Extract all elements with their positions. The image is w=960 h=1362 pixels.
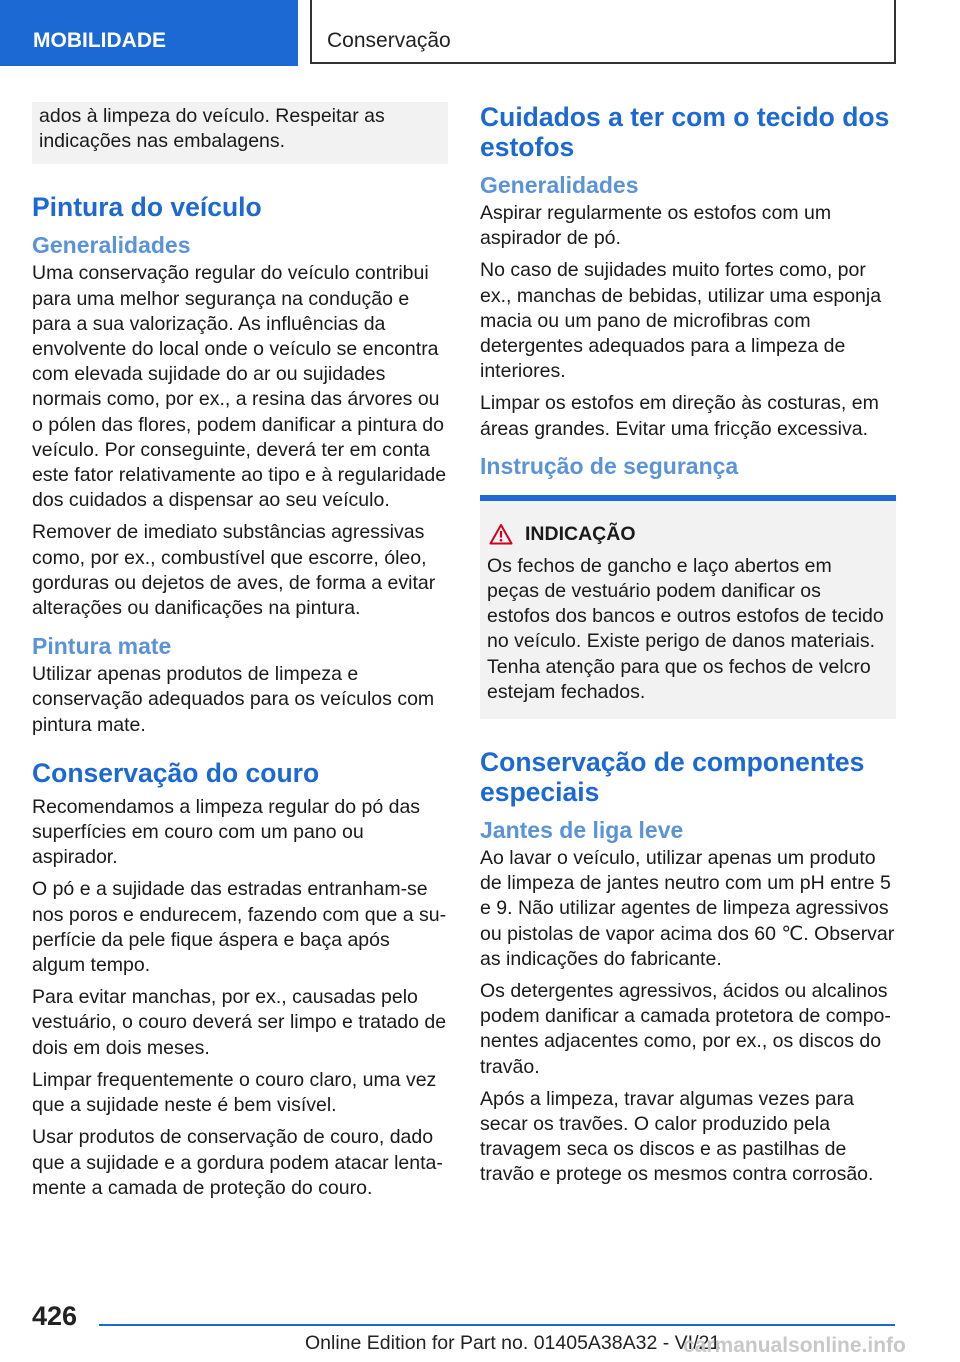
paragraph: Ao lavar o veículo, utilizar apenas um produto de limpeza de jantes neutro com um pH entre 5 e 9. Não utilizar agentes de limpeza agressivos ou pistolas de vapor acima dos 60 ℃. Observar as indicações do fabricante. [480,847,895,970]
paragraph: Recomendamos a limpeza regular do pó das superfícies em couro com um pano ou aspirador. [32,795,421,869]
right-column [480,102,896,1195]
tecido-heading: Cuidados a ter com o tecido dos estofos [480,102,890,162]
paragraph: Limpar frequentemente o couro claro, uma vez que a sujidade neste é bem visível. [32,1068,437,1117]
warning-triangle-icon [489,523,513,545]
paragraph: Limpar os estofos em direção às costuras, em áreas grandes. Evitar uma fricção excessiva. [480,392,879,440]
paragraph: Remover de imediato substâncias agressivas como, por ex., combustível que escorre, óleo, gorduras ou dejetos de aves, de forma a evitar alterações ou danificações na pintura. [32,521,436,620]
watermark: carmanualsonline.info [683,1334,906,1357]
left-column [32,102,448,1208]
pintura-mate-heading: Pintura mate [32,633,172,660]
paragraph: Usar produtos de conservação de couro, dado que a sujidade e a gordura podem atacar lentamente a camada de proteção do couro. [32,1126,443,1199]
paragraph: No caso de sujidades muito fortes como, por ex., manchas de bebidas, utilizar uma esponja macia ou um pano de microfibras com detergentes adequados para a limpeza de interiores. [480,259,882,383]
paragraph: Após a limpeza, travar algumas vezes para secar os travões. O calor produzido pela travagem seca os discos e as pastilhas de travão e protege os mesmos contra corrosão. [480,1087,874,1186]
paragraph: O pó e a sujidade das estradas entranham-se nos poros e endurecem, fazendo com que a superfície da pele fique áspera e baça após algum tempo. [32,878,447,977]
edition-text: Online Edition for Part no. 01405A38A32 - VI/21 [305,1332,721,1354]
continued-note-text: ados à limpeza do veículo. Respeitar as indicações nas embalagens. [39,105,385,153]
footer-rule [99,1324,895,1326]
chapter-title: Conservação [310,0,896,64]
safety-heading: Instrução de segurança [480,452,739,479]
page-header [0,0,960,66]
paragraph: Aspirar regularmente os estofos com um aspirador de pó. [480,202,832,250]
paragraph: Uma conservação regular do veículo contribui para uma melhor segurança na condução e para a sua valorização. As influências da envolvente do local onde o veículo se encontra com elevada sujidade do ar ou sujidades normais como, por ex., a resina das árvores ou o pólen das flores, podem danificar a pintura do veículo. Por conseguinte, deverá ter em conta este fator relativamente ao tipo e à regularidade dos cuidados a dispensar ao seu veículo. [32,262,447,512]
paragraph: Os detergentes agressivos, ácidos ou alcalinos podem danificar a camada protetora de componentes adjacentes como, por ex., os discos do travão. [480,980,891,1078]
componentes-heading: Conservação de componentes especiais [480,747,865,808]
warning-box [480,495,896,719]
paragraph: Para evitar manchas, por ex., causadas pelo vestuário, o couro deverá ser limpo e tratado de dois em dois meses. [32,986,447,1059]
paragraph: Utilizar apenas produtos de limpeza e conservação adequados para os veículos com pintura mate. [32,663,435,736]
continued-note-box [32,102,448,164]
warning-label: INDICAÇÃO [525,522,636,545]
pintura-heading: Pintura do veículo [32,192,262,223]
couro-heading: Conservação do couro [32,757,320,788]
section-tab: MOBILIDADE [0,0,298,66]
jantes-heading: Jantes de liga leve [480,817,684,844]
warning-title [487,523,888,546]
page-number: 426 [32,1301,78,1331]
generalidades-heading: Generalidades [32,232,191,259]
warning-text: Os fechos de gancho e laço abertos em peças de vestuário podem danificar os estofos dos bancos e outros estofos de tecido no veículo. Existe perigo de danos materiais. Tenha atenção para que os fechos de velcro estejam fechados. [487,554,884,703]
generalidades-heading: Generalidades [480,172,639,198]
